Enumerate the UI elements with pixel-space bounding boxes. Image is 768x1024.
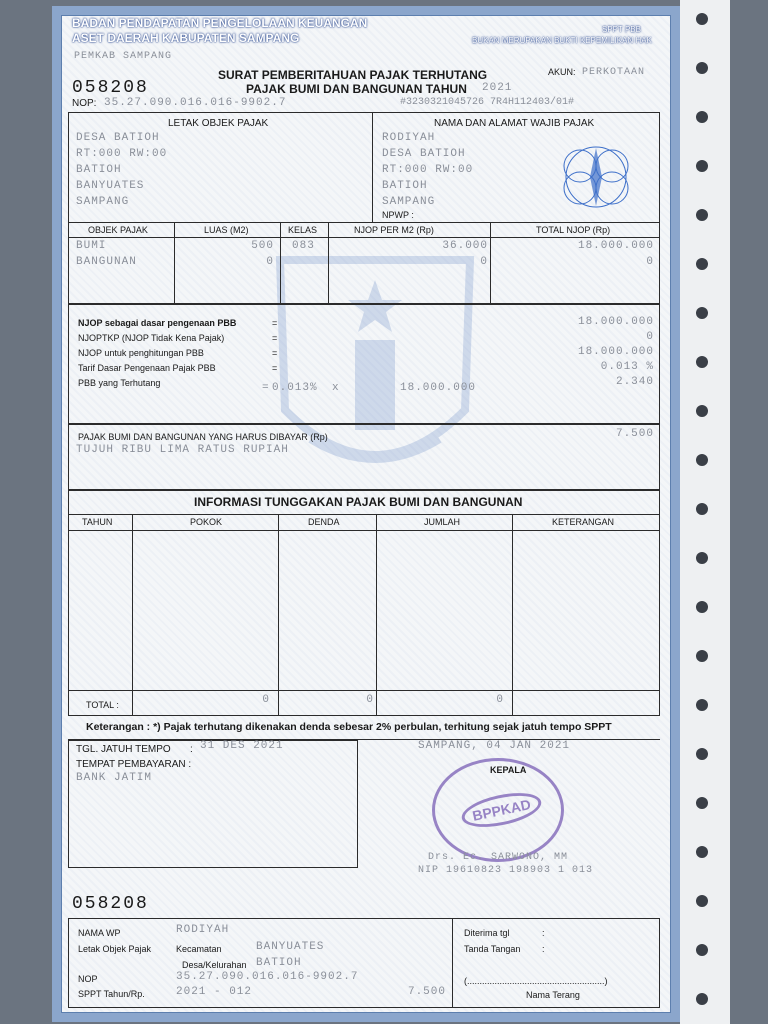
agency-line-1: BADAN PENDAPATAN PENGELOLAAN KEUANGAN <box>72 16 368 30</box>
slip-sppt-amount: 7.500 <box>407 986 446 998</box>
col-keterangan: KETERANGAN <box>552 517 615 527</box>
slip-nama-value: RODIYAH <box>176 924 230 936</box>
calc-value: 0 <box>646 331 654 343</box>
feed-hole <box>696 454 708 466</box>
official-nip: NIP 19610823 198903 1 013 <box>418 865 594 876</box>
slip-nama-terang: Nama Terang <box>526 990 580 1000</box>
calc-value: 18.000.000 <box>577 316 654 328</box>
tax-year: 2021 <box>482 82 513 94</box>
feed-hole <box>696 307 708 319</box>
slip-diterima: Diterima tgl <box>464 928 510 938</box>
due-date: 31 DES 2021 <box>200 740 284 752</box>
address-line: SAMPANG <box>76 196 130 208</box>
due-label: TGL. JATUH TEMPO <box>76 744 171 755</box>
nop-value: 35.27.090.016.016-9902.7 <box>104 97 287 109</box>
feed-hole <box>696 601 708 613</box>
feed-hole <box>696 895 708 907</box>
feed-hole <box>696 356 708 368</box>
calc-value: 2.340 <box>615 376 654 388</box>
keterangan-note: Keterangan : *) Pajak terhutang dikenakan denda sebesar 2% perbulan, terhitung sejak jatuh tempo SPPT <box>86 721 612 733</box>
total-pokok: 0 <box>262 694 270 706</box>
row-bangunan-njop: 0 <box>480 256 488 268</box>
slip-desa-value: BATIOH <box>256 957 302 969</box>
official-stamp <box>432 758 564 862</box>
feed-hole <box>696 160 708 172</box>
akun-value: PERKOTAAN <box>582 67 646 78</box>
disclaimer: BUKAN MERUPAKAN BUKTI KEPEMILIKAN HAK <box>472 36 652 45</box>
row-bangunan-luas: 0 <box>266 256 274 268</box>
feed-hole <box>696 699 708 711</box>
due-colon: : <box>190 744 193 755</box>
slip-kec-label: Kecamatan <box>176 944 222 954</box>
address-line: RT:000 RW:00 <box>382 164 474 176</box>
hologram-icon <box>560 136 632 218</box>
calc-label: NJOP sebagai dasar pengenaan PBB <box>78 318 237 328</box>
payment-words: TUJUH RIBU LIMA RATUS RUPIAH <box>76 444 289 456</box>
slip-nop-value: 35.27.090.016.016-9902.7 <box>176 971 359 983</box>
slip-sppt-value: 2021 - 012 <box>176 986 253 998</box>
slip-letak-label: Letak Objek Pajak <box>78 944 152 954</box>
pemkab-label: PEMKAB SAMPANG <box>74 51 173 62</box>
barcode-code: #3230321045726 7R4H112403/01# <box>400 97 575 108</box>
calc-eq: = <box>272 333 278 343</box>
col-kelas: KELAS <box>288 225 318 235</box>
payment-place: BANK JATIM <box>76 772 153 784</box>
slip-kec-value: BANYUATES <box>256 941 325 953</box>
letak-lines <box>76 130 167 210</box>
col-njop: NJOP PER M2 (Rp) <box>354 225 434 235</box>
col-jumlah: JUMLAH <box>424 517 461 527</box>
payment-place-label: TEMPAT PEMBAYARAN : <box>76 759 192 770</box>
formula-eq: = <box>262 382 269 394</box>
col-tahun: TAHUN <box>82 517 113 527</box>
slip-number: 058208 <box>72 894 149 914</box>
formula-base: 18.000.000 <box>400 382 477 394</box>
slip-diterima-colon: : <box>542 928 545 938</box>
slip-sign-line: (.......................................................) <box>464 976 608 986</box>
total-jumlah: 0 <box>496 694 504 706</box>
calc-eq: = <box>272 363 278 373</box>
feed-hole <box>696 62 708 74</box>
stamp-text: BPPKAD <box>459 787 545 833</box>
address-line: RT:000 RW:00 <box>76 148 168 160</box>
sign-kepala: KEPALA <box>490 765 527 775</box>
row-bumi-name: BUMI <box>76 240 107 252</box>
col-pokok: POKOK <box>190 517 223 527</box>
col-luas: LUAS (M2) <box>204 225 249 235</box>
feed-hole <box>696 13 708 25</box>
feed-hole <box>696 258 708 270</box>
row-bangunan-name: BANGUNAN <box>76 256 137 268</box>
row-bumi-njop: 36.000 <box>442 240 488 252</box>
official-name: Drs. Ec. SARWONO, MM <box>428 852 569 863</box>
col-objek: OBJEK PAJAK <box>88 225 148 235</box>
slip-nama-label: NAMA WP <box>78 928 121 938</box>
col-denda: DENDA <box>308 517 340 527</box>
address-line: BATIOH <box>76 164 122 176</box>
address-line: DESA BATIOH <box>382 148 466 160</box>
document-number: 058208 <box>72 78 149 98</box>
calc-eq: = <box>272 348 278 358</box>
row-bumi-luas: 500 <box>251 240 274 252</box>
calc-label: NJOPTKP (NJOP Tidak Kena Pajak) <box>78 333 225 343</box>
total-denda: 0 <box>366 694 374 706</box>
calc-label: NJOP untuk penghitungan PBB <box>78 348 204 358</box>
row-bangunan-total: 0 <box>646 256 654 268</box>
col-total: TOTAL NJOP (Rp) <box>536 225 611 235</box>
feed-hole <box>696 846 708 858</box>
formula-x: x <box>332 382 340 394</box>
slip-nop-label: NOP <box>78 974 98 984</box>
akun-label: AKUN: <box>548 67 576 77</box>
feed-hole <box>696 405 708 417</box>
title-line-1: SURAT PEMBERITAHUAN PAJAK TERHUTANG <box>218 68 488 82</box>
calc-value: 0.013 % <box>600 361 654 373</box>
nop-label: NOP: <box>72 98 97 109</box>
sppt-pbb-label: SPPT PBB <box>602 25 641 34</box>
feed-hole <box>696 111 708 123</box>
total-label: TOTAL : <box>86 700 119 710</box>
calc-label: PBB yang Terhutang <box>78 378 161 388</box>
calc-value: 18.000.000 <box>577 346 654 358</box>
calc-eq: = <box>272 318 278 328</box>
feed-hole <box>696 209 708 221</box>
arrears-title: INFORMASI TUNGGAKAN PAJAK BUMI DAN BANGUNAN <box>194 495 523 509</box>
feed-hole <box>696 552 708 564</box>
sign-place-date: SAMPANG, 04 JAN 2021 <box>418 740 571 752</box>
slip-sppt-label: SPPT Tahun/Rp. <box>78 989 145 999</box>
feed-hole <box>696 748 708 760</box>
address-line: SAMPANG <box>382 196 436 208</box>
slip-desa-label: Desa/Kelurahan <box>182 960 247 970</box>
row-bumi-total: 18.000.000 <box>577 240 654 252</box>
feed-hole <box>696 993 708 1005</box>
calc-label: Tarif Dasar Pengenaan Pajak PBB <box>78 363 216 373</box>
formula-rate: 0.013% <box>272 382 318 394</box>
title-line-2: PAJAK BUMI DAN BANGUNAN TAHUN <box>246 82 467 96</box>
payment-label: PAJAK BUMI DAN BANGUNAN YANG HARUS DIBAYAR (Rp) <box>78 432 328 442</box>
wajib-lines <box>382 130 473 210</box>
slip-tanda-colon: : <box>542 944 545 954</box>
npwp-label: NPWP : <box>382 210 414 220</box>
agency-line-2: ASET DAERAH KABUPATEN SAMPANG <box>72 31 300 45</box>
feed-hole <box>696 503 708 515</box>
wajib-heading: NAMA DAN ALAMAT WAJIB PAJAK <box>434 118 595 129</box>
letak-heading: LETAK OBJEK PAJAK <box>168 118 269 129</box>
feed-hole <box>696 650 708 662</box>
feed-hole <box>696 797 708 809</box>
address-line: DESA BATIOH <box>76 132 160 144</box>
feed-hole <box>696 944 708 956</box>
address-line: RODIYAH <box>382 132 436 144</box>
row-bumi-kelas: 083 <box>292 240 315 252</box>
slip-tanda: Tanda Tangan <box>464 944 521 954</box>
address-line: BATIOH <box>382 180 428 192</box>
address-line: BANYUATES <box>76 180 145 192</box>
payment-amount: 7.500 <box>615 428 654 440</box>
